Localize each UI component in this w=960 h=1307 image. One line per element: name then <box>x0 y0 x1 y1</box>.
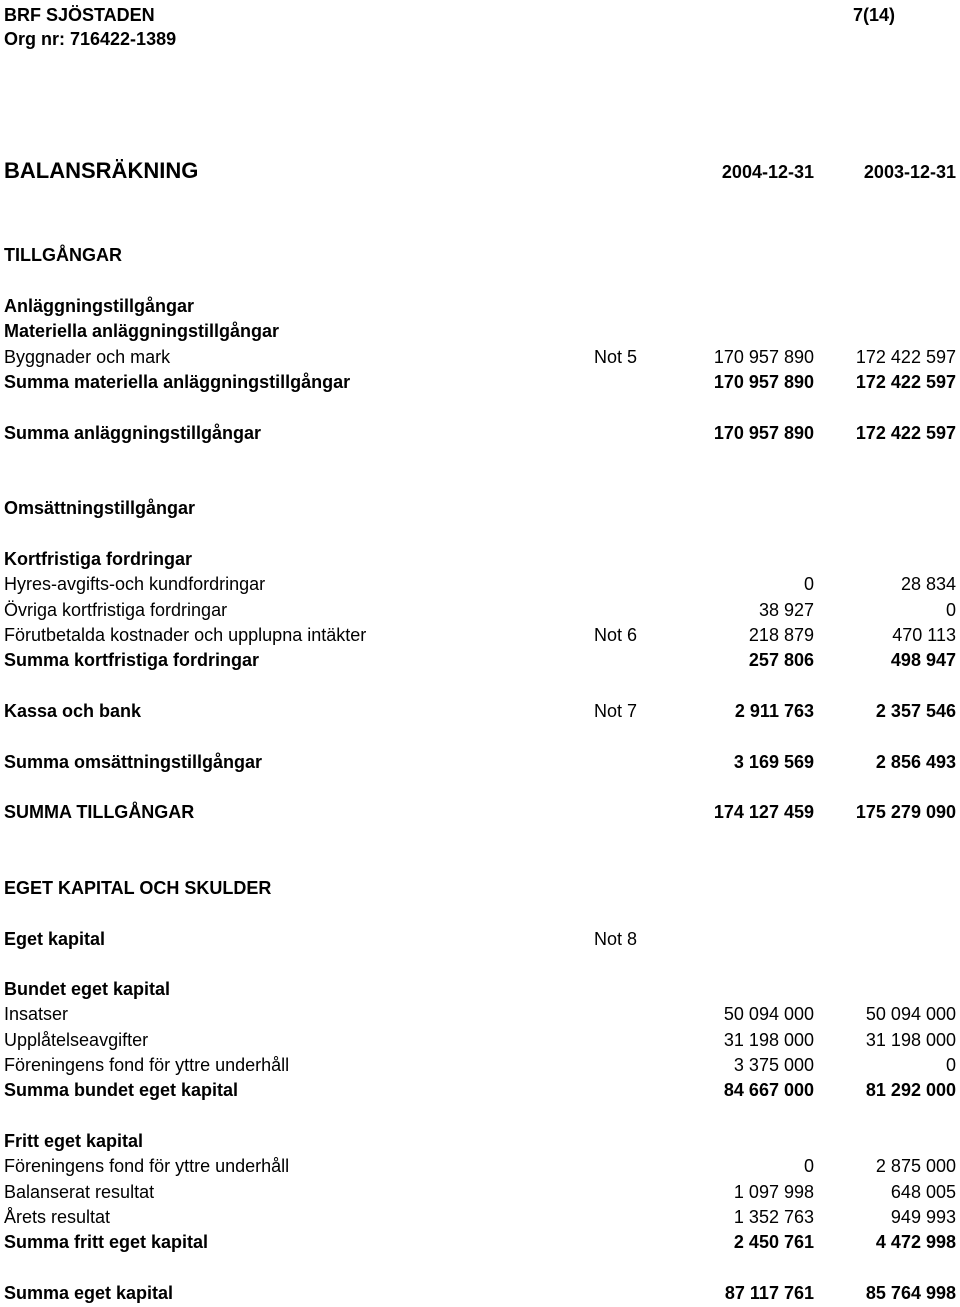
row-note: Not 8 <box>594 929 638 949</box>
table-row <box>0 370 960 394</box>
row-note: Not 5 <box>594 347 638 367</box>
row-value-current: 174 127 459 <box>713 802 814 822</box>
table-row <box>0 977 960 1001</box>
document-header <box>4 3 176 51</box>
row-value-previous: 31 198 000 <box>865 1030 956 1050</box>
row-value-current: 38 927 <box>758 600 814 620</box>
row-value-previous: 81 292 000 <box>865 1080 956 1100</box>
row-label: Anläggningstillgångar <box>4 296 195 316</box>
row-label: Summa materiella anläggningstillgångar <box>4 372 351 392</box>
table-row <box>0 750 960 774</box>
row-label: Summa eget kapital <box>4 1283 174 1303</box>
row-value-previous: 2 875 000 <box>875 1156 956 1176</box>
row-value-current: 87 117 761 <box>724 1283 814 1303</box>
row-label: TILLGÅNGAR <box>4 245 122 265</box>
row-value-current: 257 806 <box>748 650 814 670</box>
table-row <box>0 623 960 647</box>
organization-number: Org nr: 716422-1389 <box>4 29 177 49</box>
row-value-current: 218 879 <box>748 625 814 645</box>
row-value-previous: 949 993 <box>890 1207 956 1227</box>
table-row <box>0 1230 960 1254</box>
row-label: Summa kortfristiga fordringar <box>4 650 260 670</box>
table-row <box>0 1078 960 1102</box>
row-value-current: 2 911 763 <box>734 701 814 721</box>
row-value-current: 170 957 890 <box>713 423 814 443</box>
row-label: Kassa och bank <box>4 701 142 721</box>
table-row <box>0 1028 960 1052</box>
row-label: SUMMA TILLGÅNGAR <box>4 802 195 822</box>
row-label: Omsättningstillgångar <box>4 498 196 518</box>
table-row <box>0 421 960 445</box>
table-row <box>0 699 960 723</box>
row-label: Eget kapital <box>4 929 106 949</box>
row-value-previous: 175 279 090 <box>855 802 956 822</box>
table-row <box>0 648 960 672</box>
table-row <box>0 1002 960 1026</box>
row-value-previous: 470 113 <box>892 625 956 645</box>
table-row <box>0 1205 960 1229</box>
row-label: Materiella anläggningstillgångar <box>4 321 280 341</box>
row-label: Kortfristiga fordringar <box>4 549 193 569</box>
table-row <box>0 319 960 343</box>
row-value-previous: 85 764 998 <box>865 1283 956 1303</box>
table-row <box>0 927 960 951</box>
row-value-current: 3 375 000 <box>733 1055 814 1075</box>
row-value-current: 1 097 998 <box>733 1182 814 1202</box>
row-value-current: 84 667 000 <box>723 1080 814 1100</box>
row-value-current: 0 <box>803 1156 814 1176</box>
row-value-current: 170 957 890 <box>713 372 814 392</box>
row-value-previous: 648 005 <box>890 1182 956 1202</box>
table-row <box>0 598 960 622</box>
row-value-previous: 0 <box>945 1055 956 1075</box>
row-label: Summa fritt eget kapital <box>4 1232 209 1252</box>
row-value-previous: 172 422 597 <box>855 347 956 367</box>
page-title: BALANSRÄKNING <box>4 158 199 183</box>
row-label: Övriga kortfristiga fordringar <box>4 600 228 620</box>
row-value-previous: 0 <box>945 600 956 620</box>
row-value-previous: 28 834 <box>900 574 956 594</box>
row-value-previous: 2 357 546 <box>875 701 956 721</box>
table-row <box>0 1053 960 1077</box>
row-label: Föreningens fond för yttre underhåll <box>4 1156 290 1176</box>
row-value-current: 170 957 890 <box>713 347 814 367</box>
table-row <box>0 1281 960 1305</box>
column-date-previous: 2003-12-31 <box>863 162 956 182</box>
row-value-previous: 498 947 <box>890 650 956 670</box>
table-row <box>0 294 960 318</box>
table-row <box>0 1180 960 1204</box>
table-row <box>0 1129 960 1153</box>
row-value-previous: 50 094 000 <box>865 1004 956 1024</box>
table-row <box>0 876 960 900</box>
row-label: Summa anläggningstillgångar <box>4 423 262 443</box>
row-label: Upplåtelseavgifter <box>4 1030 149 1050</box>
row-label: Hyres-avgifts-och kundfordringar <box>4 574 266 594</box>
table-row <box>0 345 960 369</box>
row-label: Förutbetalda kostnader och upplupna intäkter <box>4 625 367 645</box>
table-row <box>0 800 960 824</box>
organization-name: BRF SJÖSTADEN <box>4 5 155 25</box>
column-date-current: 2004-12-31 <box>721 162 814 182</box>
row-value-previous: 172 422 597 <box>855 372 956 392</box>
row-label: Summa omsättningstillgångar <box>4 752 263 772</box>
row-label: Insatser <box>4 1004 69 1024</box>
table-row <box>0 1154 960 1178</box>
row-value-current: 31 198 000 <box>723 1030 814 1050</box>
row-value-previous: 2 856 493 <box>875 752 956 772</box>
row-value-current: 3 169 569 <box>733 752 814 772</box>
row-label: Bundet eget kapital <box>4 979 171 999</box>
table-row <box>0 547 960 571</box>
table-row <box>0 243 960 267</box>
row-label: Föreningens fond för yttre underhåll <box>4 1055 290 1075</box>
page-number: 7(14) <box>852 5 895 25</box>
row-value-current: 1 352 763 <box>733 1207 814 1227</box>
row-value-current: 2 450 761 <box>733 1232 814 1252</box>
row-label: Fritt eget kapital <box>4 1131 144 1151</box>
row-label: Årets resultat <box>4 1207 111 1227</box>
row-value-current: 50 094 000 <box>723 1004 814 1024</box>
row-value-previous: 4 472 998 <box>875 1232 956 1252</box>
row-value-current: 0 <box>803 574 814 594</box>
row-value-previous: 172 422 597 <box>855 423 956 443</box>
table-row <box>0 496 960 520</box>
table-row <box>0 572 960 596</box>
row-note: Not 6 <box>594 625 638 645</box>
row-label: Summa bundet eget kapital <box>4 1080 239 1100</box>
row-note: Not 7 <box>594 701 638 721</box>
row-label: Balanserat resultat <box>4 1182 155 1202</box>
row-label: EGET KAPITAL OCH SKULDER <box>4 878 272 898</box>
row-label: Byggnader och mark <box>4 347 171 367</box>
